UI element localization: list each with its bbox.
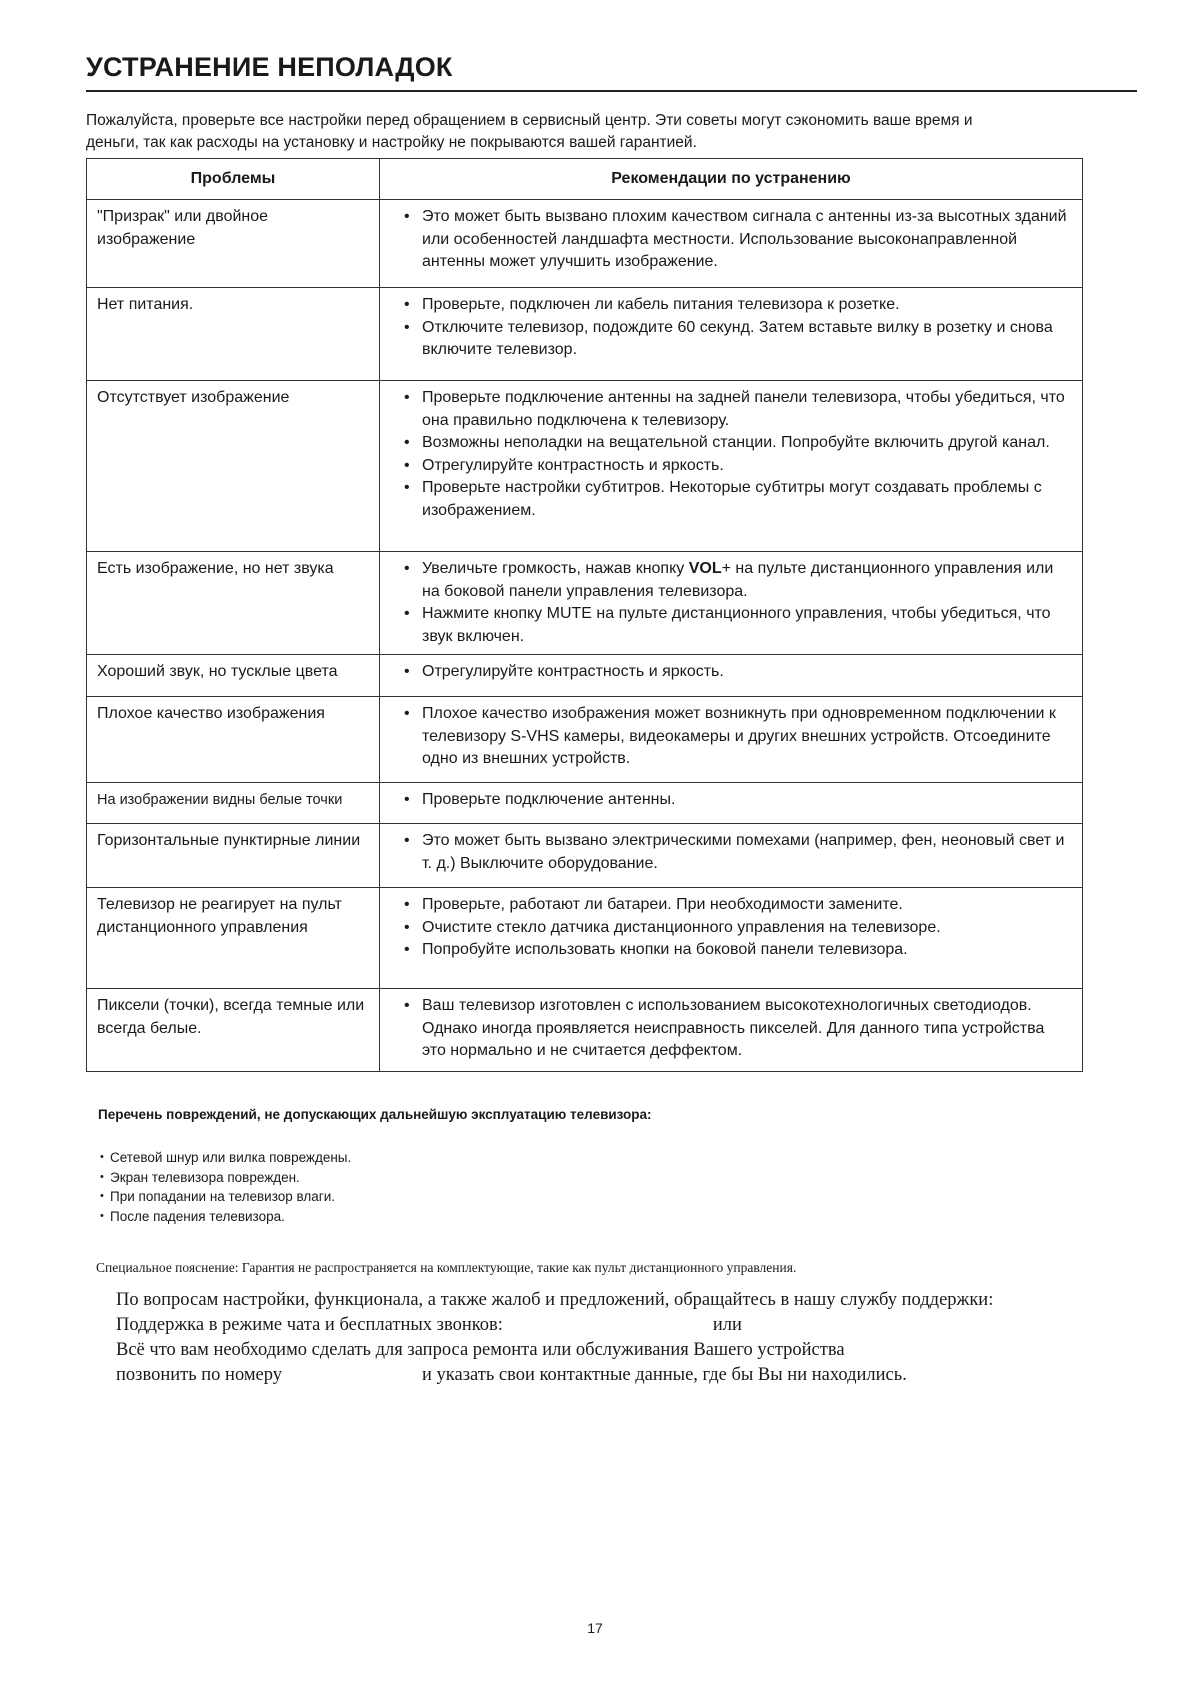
support-line-1: По вопросам настройки, функционала, а также жалоб и предложений, обращайтесь в нашу службу поддержки: — [116, 1290, 994, 1310]
recommendation-item: • Проверьте настройки субтитров. Некоторые субтитры могут создавать проблемы с изображением. — [422, 477, 1072, 522]
problem-cell: Хороший звук, но тусклые цвета — [87, 655, 380, 697]
recommendation-cell — [380, 783, 1083, 824]
problem-cell: Телевизор не реагирует на пульт дистанционного управления — [87, 888, 380, 989]
recommendation-item: • Нажмите кнопку MUTE на пульте дистанционного управления, чтобы убедиться, что звук включен. — [422, 603, 1072, 648]
recommendation-item: • Плохое качество изображения может возникнуть при одновременном подключении к телевизору S-VHS камеры, видеокамеры и других внешних устройств. Отсоедините одно из внешних устройств. — [422, 703, 1072, 771]
intro-line-2: деньги, так как расходы на установку и настройку не покрываются вашей гарантией. — [86, 134, 697, 151]
rec-text: + на пульте дистанционного управления или на боковой панели управления телевизора. — [422, 560, 1054, 600]
support-chat-text: Поддержка в режиме чата и бесплатных звонков: — [116, 1315, 503, 1335]
table-row — [87, 697, 1083, 783]
recommendation-cell — [380, 888, 1083, 989]
recommendation-cell — [380, 552, 1083, 655]
table-row — [87, 200, 1083, 288]
recommendation-item: • Это может быть вызвано электрическими помехами (например, фен, неоновый свет и т. д.) Выключите оборудование. — [422, 830, 1072, 875]
support-or-text: или — [712, 1315, 742, 1335]
vol-key-label: VOL — [688, 560, 722, 577]
recommendation-item: • Отрегулируйте контрастность и яркость. — [422, 661, 1072, 684]
recommendation-item: • Попробуйте использовать кнопки на боковой панели телевизора. — [422, 939, 1072, 962]
support-info — [116, 1288, 993, 1388]
intro-text — [86, 110, 1146, 154]
list-item: • При попадании на телевизор влаги. — [98, 1187, 351, 1207]
damage-list-title: Перечень повреждений, не допускающих дальнейшую эксплуатацию телевизора: — [98, 1107, 652, 1122]
support-line-2 — [116, 1313, 993, 1338]
recommendation-item: • Проверьте, подключен ли кабель питания телевизора к розетке. — [422, 294, 1072, 317]
support-line-3: Всё что вам необходимо сделать для запроса ремонта или обслуживания Вашего устройства — [116, 1340, 845, 1360]
problem-cell: Пиксели (точки), всегда темные или всегда белые. — [87, 989, 380, 1072]
damage-list — [98, 1148, 351, 1226]
list-item: • Экран телевизора поврежден. — [98, 1168, 351, 1188]
table-row — [87, 989, 1083, 1072]
page-title: УСТРАНЕНИЕ НЕПОЛАДОК — [86, 52, 453, 82]
problem-cell: Отсутствует изображение — [87, 381, 380, 552]
recommendation-cell — [380, 200, 1083, 288]
recommendation-item: • Очистите стекло датчика дистанционного управления на телевизоре. — [422, 917, 1072, 940]
problem-cell: "Призрак" или двойное изображение — [87, 200, 380, 288]
title-divider — [86, 90, 1137, 92]
recommendation-item: • Проверьте подключение антенны на задней панели телевизора, чтобы убедиться, что она правильно подключена к телевизору. — [422, 387, 1072, 432]
table-row — [87, 888, 1083, 989]
support-call-text: позвонить по номеру — [116, 1365, 283, 1385]
table-row — [87, 381, 1083, 552]
support-line-4 — [116, 1363, 993, 1388]
intro-line-1: Пожалуйста, проверьте все настройки перед обращением в сервисный центр. Эти советы могут сэкономить ваше время и — [86, 112, 973, 129]
recommendation-item: • Отрегулируйте контрастность и яркость. — [422, 455, 1072, 478]
recommendation-item: • Это может быть вызвано плохим качеством сигнала с антенны из-за высотных зданий или особенностей ландшафта местности. Использование высоконаправленной антенны может улучшить изображение. — [422, 206, 1072, 274]
table-header-row — [87, 159, 1083, 200]
recommendation-item: • Отключите телевизор, подождите 60 секунд. Затем вставьте вилку в розетку и снова включите телевизор. — [422, 317, 1072, 362]
recommendation-item — [422, 558, 1072, 603]
troubleshooting-table — [86, 158, 1083, 1072]
table-row — [87, 288, 1083, 381]
problem-cell: Нет питания. — [87, 288, 380, 381]
recommendation-item: • Проверьте подключение антенны. — [422, 789, 1072, 812]
support-contact-text: и указать свои контактные данные, где бы Вы ни находились. — [422, 1365, 907, 1385]
recommendation-cell — [380, 697, 1083, 783]
recommendation-item: • Ваш телевизор изготовлен с использованием высокотехнологичных светодиодов. Однако иногда проявляется неисправность пикселей. Для данного типа устройства это нормально и не считается деффектом. — [422, 995, 1072, 1063]
problem-cell: Горизонтальные пунктирные линии — [87, 824, 380, 888]
list-item: • После падения телевизора. — [98, 1207, 351, 1227]
recommendation-cell — [380, 381, 1083, 552]
problem-cell: Есть изображение, но нет звука — [87, 552, 380, 655]
problem-cell: На изображении видны белые точки — [87, 783, 380, 824]
recommendation-cell — [380, 989, 1083, 1072]
recommendation-item: • Проверьте, работают ли батареи. При необходимости замените. — [422, 894, 1072, 917]
warranty-note: Специальное пояснение: Гарантия не распространяется на комплектующие, такие как пульт дистанционного управления. — [96, 1260, 797, 1275]
table-row — [87, 783, 1083, 824]
table-row — [87, 552, 1083, 655]
recommendation-cell — [380, 655, 1083, 697]
table-row — [87, 655, 1083, 697]
problem-cell: Плохое качество изображения — [87, 697, 380, 783]
recommendation-item: • Возможны неполадки на вещательной станции. Попробуйте включить другой канал. — [422, 432, 1072, 455]
recommendation-cell — [380, 288, 1083, 381]
column-header-recommendation: Рекомендации по устранению — [380, 159, 1083, 200]
column-header-problem: Проблемы — [87, 159, 380, 200]
list-item: • Сетевой шнур или вилка повреждены. — [98, 1148, 351, 1168]
rec-text: Увеличьте громкость, нажав кнопку — [422, 560, 689, 577]
page-number: 17 — [587, 1620, 603, 1636]
table-row — [87, 824, 1083, 888]
recommendation-cell — [380, 824, 1083, 888]
